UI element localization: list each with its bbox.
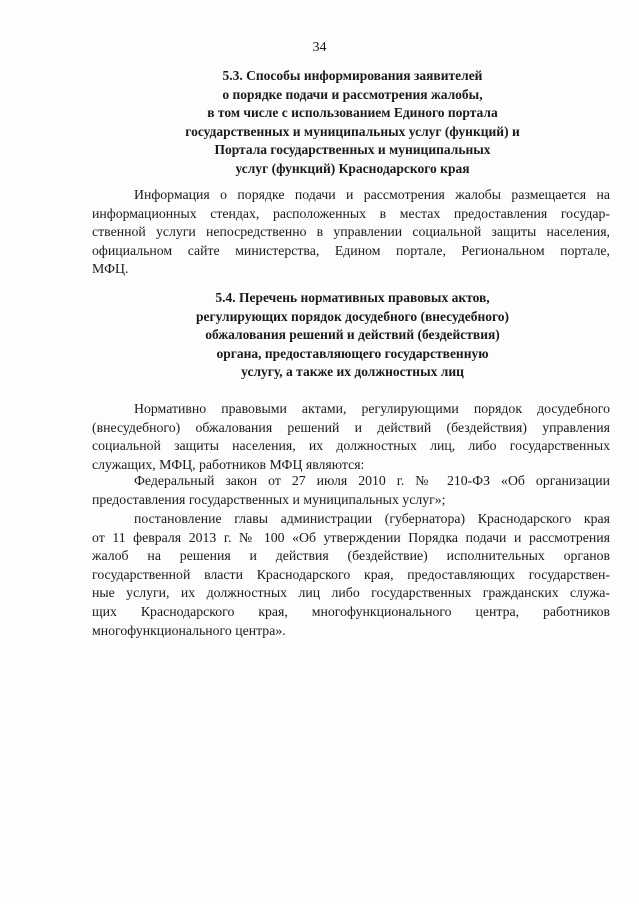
- section-5-3-paragraph: [92, 186, 610, 279]
- federal-law-paragraph: [92, 472, 610, 509]
- text-line: предоставления государственных и муниципальных услуг»;: [92, 491, 446, 507]
- text-line: Федеральный закон от 27 июля 2010 г. № 210-ФЗ «Об организации: [134, 473, 610, 488]
- text-line: ственной услуги непосредственно в управлении социальной защиты населения,: [92, 224, 610, 240]
- regional-resolution-paragraph: [92, 510, 610, 640]
- text-line: МФЦ.: [92, 261, 129, 277]
- heading-line: государственных и муниципальных услуг (функций) и: [185, 123, 520, 139]
- text-line: государственной власти Краснодарского края, предоставляющих государствен-: [92, 566, 610, 582]
- text-line: щих Краснодарского края, многофункционального центра, работников: [92, 603, 610, 619]
- heading-line: в том числе с использованием Единого портала: [207, 105, 498, 120]
- text-line: информационных стендах, расположенных в местах предоставления государ-: [92, 205, 610, 221]
- page-number: 34: [312, 40, 327, 55]
- text-line: многофункционального центра».: [92, 622, 286, 638]
- section-5-4-heading: [80, 289, 625, 382]
- text-line: Нормативно правовыми актами, регулирующими порядок досудебного: [134, 401, 610, 416]
- heading-line: услугу, а также их должностных лиц: [241, 364, 464, 379]
- heading-line: 5.4. Перечень нормативных правовых актов,: [215, 290, 490, 305]
- text-line: ные услуги, их должностных лиц либо государственных гражданских служа-: [92, 585, 610, 601]
- text-line: Информация о порядке подачи и рассмотрения жалобы размещается на: [134, 187, 610, 202]
- heading-line: 5.3. Способы информирования заявителей: [222, 68, 483, 83]
- text-line: служащих, МФЦ, работников МФЦ являются:: [92, 456, 365, 472]
- section-5-4-intro-paragraph: [92, 400, 610, 474]
- heading-line: регулирующих порядок досудебного (внесудебного): [195, 308, 510, 324]
- heading-line: органа, предоставляющего государственную: [216, 345, 489, 361]
- text-line: официальном сайте министерства, Едином портале, Региональном портале,: [92, 242, 610, 258]
- section-5-3-heading: [80, 67, 625, 178]
- heading-line: услуг (функций) Краснодарского края: [235, 160, 470, 176]
- heading-line: Портала государственных и муниципальных: [214, 142, 491, 157]
- heading-line: о порядке подачи и рассмотрения жалобы,: [222, 86, 483, 102]
- text-line: (внесудебного) обжалования решений и действий (бездействия) управления: [92, 419, 610, 435]
- text-line: от 11 февраля 2013 г. № 100 «Об утверждении Порядка подачи и рассмотрения: [92, 529, 610, 545]
- text-line: социальной защиты населения, их должностных лиц, либо государственных: [92, 438, 610, 454]
- heading-line: обжалования решений и действий (бездействия): [205, 327, 500, 342]
- text-line: жалоб на решения и действия (бездействие) исполнительных органов: [92, 548, 610, 564]
- text-line: постановление главы администрации (губернатора) Краснодарского края: [134, 511, 610, 526]
